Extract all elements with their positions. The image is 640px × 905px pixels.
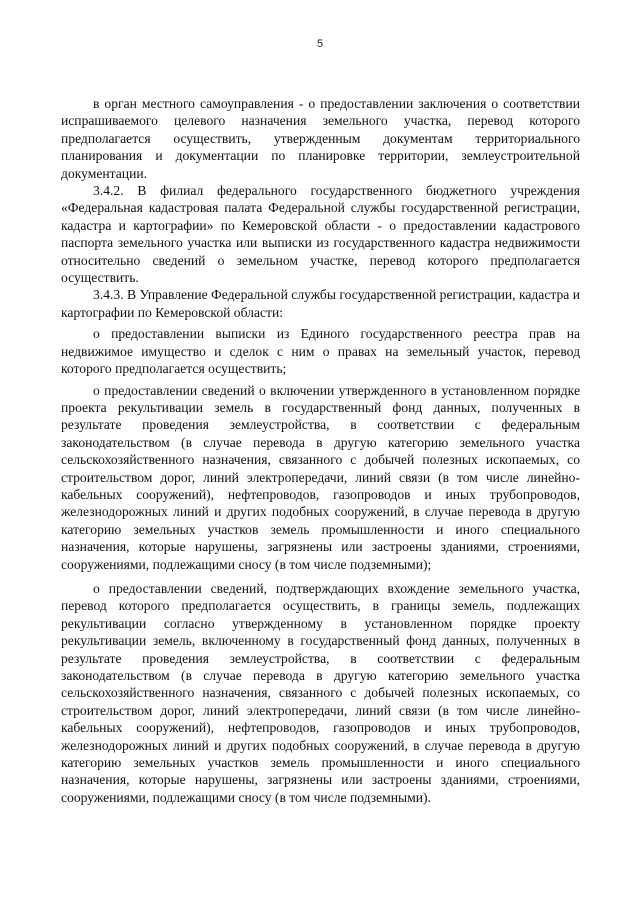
paragraph-recultivation-project: о предоставлении сведений о включении утвержденного в установленном порядке проекта рекультивации земель в государственный фонд данных, полученных в результате проведения землеустройства, в соответствии с федеральным законодательством (в случае перевода в другую категорию земельного участка сельскохозяйственного назначения, связанного с добычей полезных ископаемых, со строительством дорог, линий электропередачи, линий связи (в том числе линейно-кабельных сооружений), нефтепроводов, газопроводов и иных трубопроводов, железнодорожных линий и других подобных сооружений, в случае перевода в другую категорию земельных участков земель промышленности и иного специального назначения, которые нарушены, загрязнены или застроены зданиями, строениями, сооружениями, подлежащими сносу (в том числе подземными);	[61, 382, 580, 572]
page-number: 5	[316, 38, 324, 50]
document-body	[61, 95, 580, 806]
paragraph-local-authority: в орган местного самоуправления - о предоставлении заключения о соответствии испрашиваемого целевого назначения земельного участка, перевод которого предполагается осуществить, утвержденным документам территориального планирования и документации по планировке территории, землеустроительной документации.	[61, 96, 580, 181]
paragraph-egrp-extract: о предоставлении выписки из Единого государственного реестра прав на недвижимое имущество и сделок с ним о правах на земельный участок, перевод которого предполагается осуществить;	[61, 326, 580, 377]
paragraph-3-4-2: 3.4.2. В филиал федерального государственного бюджетного учреждения «Федеральная кадастровая палата Федеральной службы государственной регистрации, кадастра и картографии» по Кемеровской области - о предоставлении кадастрового паспорта земельного участка или выписки из государственного кадастра недвижимости относительно сведений о земельном участке, перевод которого предполагается осуществить.	[61, 183, 580, 286]
paragraph-recultivation-boundaries: о предоставлении сведений, подтверждающих вхождение земельного участка, перевод которого предполагается осуществить, в границы земель, подлежащих рекультивации согласно утвержденному в установленном порядке проекту рекультивации земель, включенному в государственный фонд данных, полученных в результате проведения землеустройства, в соответствии с федеральным законодательством (в случае перевода в другую категорию земельного участка сельскохозяйственного назначения, связанного с добычей полезных ископаемых, со строительством дорог, линий электропередачи, линий связи (в том числе линейно-кабельных сооружений), нефтепроводов, газопроводов и иных трубопроводов, железнодорожных линий и других подобных сооружений, в случае перевода в другую категорию земельных участков земель промышленности и иного специального назначения, которые нарушены, загрязнены или застроены зданиями, строениями, сооружениями, подлежащими сносу (в том числе подземными).	[61, 580, 580, 805]
paragraph-3-4-3: 3.4.3. В Управление Федеральной службы государственной регистрации, кадастра и картографии по Кемеровской области:	[61, 287, 580, 320]
